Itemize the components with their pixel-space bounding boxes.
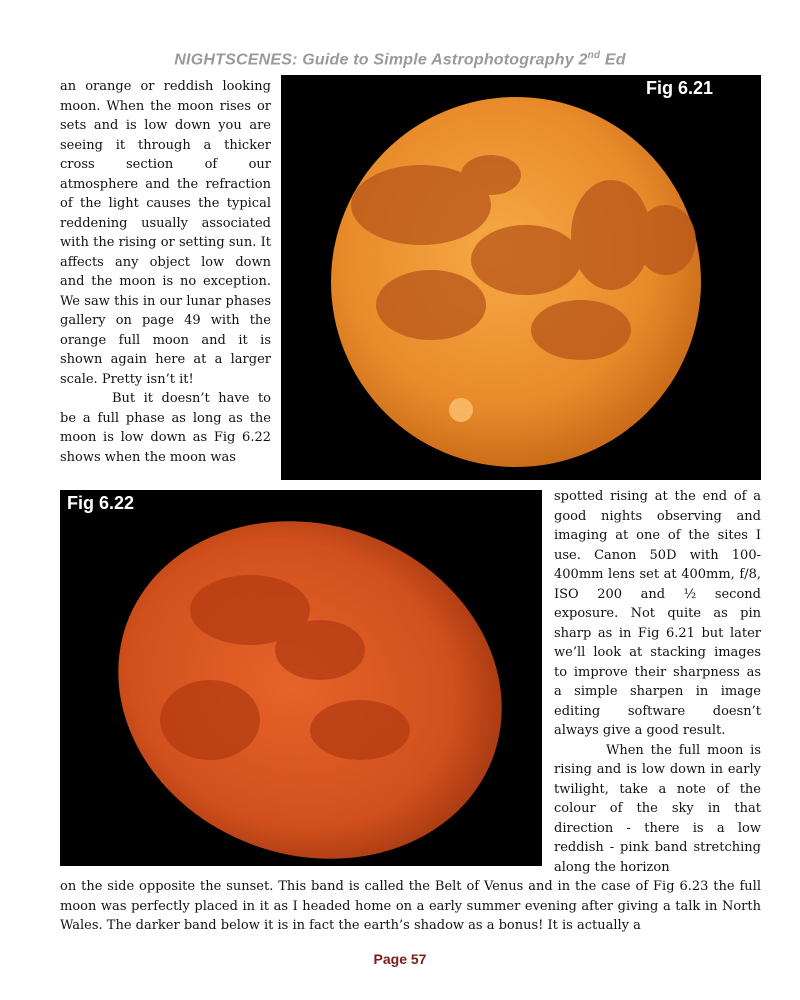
header-suffix: Ed: [600, 51, 626, 69]
figure-6-22-gibbous-moon: [60, 490, 542, 866]
running-header: [0, 50, 800, 69]
page-number: Page 57: [373, 951, 427, 967]
header-superscript: nd: [587, 50, 601, 61]
left-text-column: [60, 77, 271, 467]
paragraph-belt-of-venus: on the side opposite the sunset. This band is called the Belt of Venus and in the case of Fig 6.23 the full moon was perfectly placed in it as I headed home on a early summer evening after giving a talk in North Wales. The darker band below it is in fact the earth’s shadow as a bonus! It is actually a: [60, 879, 761, 933]
paragraph-orange-moon: an orange or reddish looking moon. When the moon rises or sets and is low down you are seeing it through a thicker cross section of our atmosphere and the refraction of the light causes the typical reddening usually associated with the rising or setting sun. It affects any object low down and the moon is no exception. We saw this in our lunar phases gallery on page 49 with the orange full moon and it is shown again here at a larger scale. Pretty isn’t it!: [60, 79, 271, 387]
figure-label-6-21: Fig 6.21: [645, 78, 713, 98]
header-title: NIGHTSCENES: Guide to Simple Astrophotography 2: [174, 51, 588, 69]
figure-6-21-full-moon: [281, 75, 761, 480]
right-text-column: [554, 487, 761, 877]
full-moon-image: [281, 75, 761, 480]
paragraph-twilight: When the full moon is rising and is low down in early twilight, take a note of the colour of the sky in that direction - there is a low reddish - pink band stretching along the horizon: [554, 742, 761, 875]
gibbous-moon-image: [60, 490, 542, 866]
figure-label-6-22: Fig 6.22: [67, 493, 135, 513]
full-width-text: [60, 877, 761, 936]
paragraph-full-phase: But it doesn’t have to be a full phase as long as the moon is low down as Fig 6.22 shows when the moon was: [60, 391, 271, 465]
paragraph-spotted-rising: spotted rising at the end of a good nights observing and imaging at one of the sites I use. Canon 50D with 100-400mm lens set at 400mm, f/8, ISO 200 and ½ second exposure. Not quite as pin sharp as in Fig 6.21 but later we’ll look at stacking images to improve their sharpness as a simple sharpen in image editing software doesn’t always give a good result.: [554, 489, 761, 738]
